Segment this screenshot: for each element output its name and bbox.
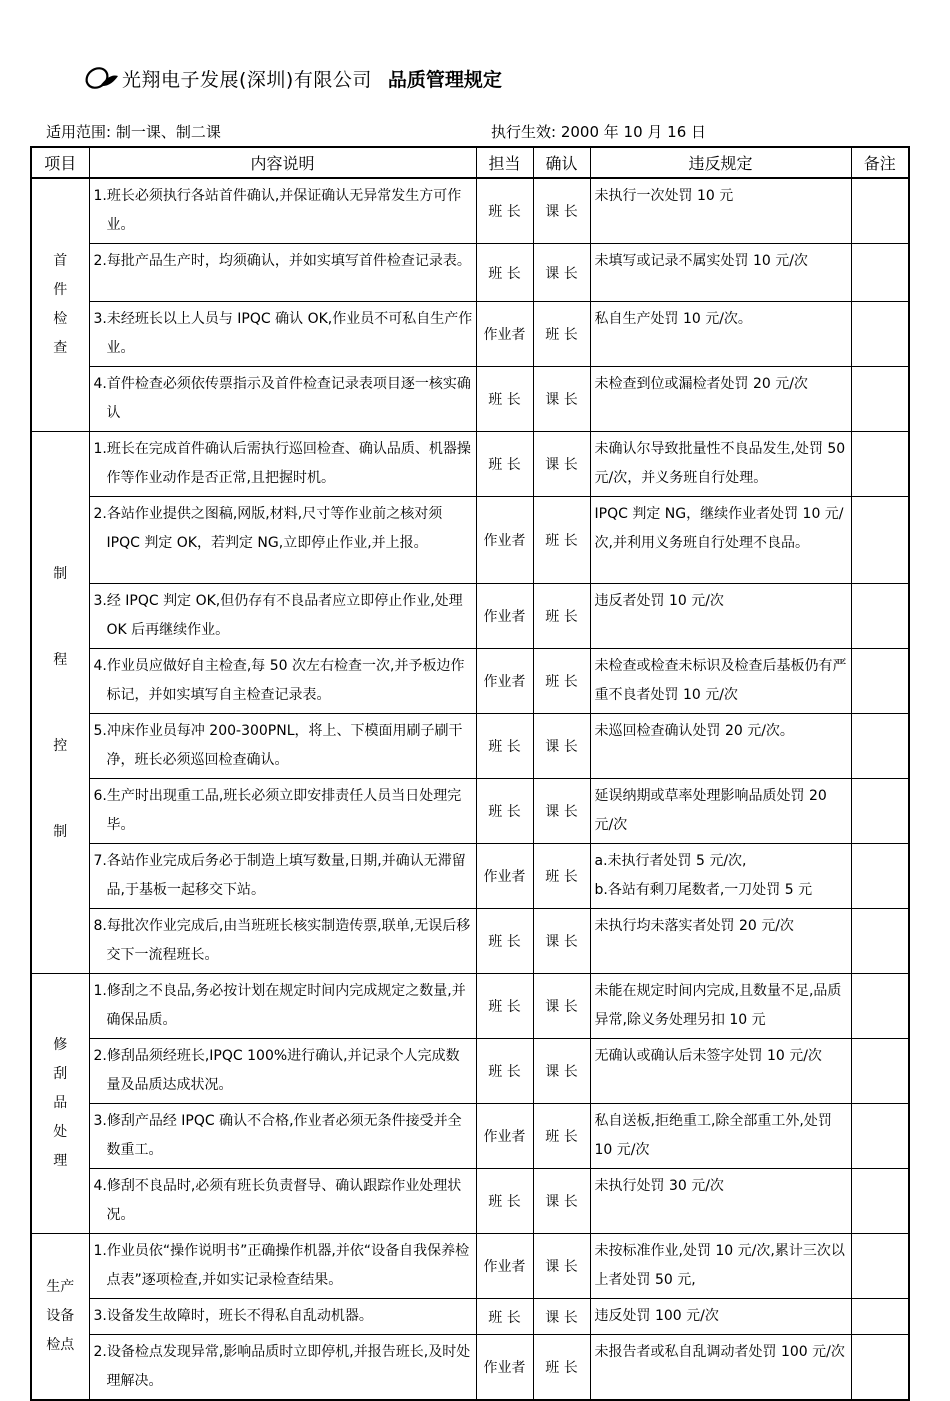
note-cell	[851, 909, 909, 974]
confirm-cell: 课 长	[533, 1039, 590, 1104]
owner-cell: 作业者	[476, 844, 533, 909]
category-char: 生产	[46, 1279, 75, 1295]
note-cell	[851, 497, 909, 584]
scope-text: 适用范围: 制一课、制二课	[46, 123, 221, 141]
note-cell	[851, 178, 909, 244]
content-cell: 1.班长必须执行各站首件确认,并保证确认无异常发生方可作业。	[89, 178, 476, 244]
confirm-cell: 班 长	[533, 302, 590, 367]
confirm-cell: 班 长	[533, 844, 590, 909]
table-header-row	[31, 147, 909, 178]
table-row	[31, 779, 909, 844]
table-row	[31, 1039, 909, 1104]
confirm-cell: 班 长	[533, 497, 590, 584]
penalty-cell: 未执行一次处罚 10 元	[590, 178, 851, 244]
owner-cell: 班 长	[476, 974, 533, 1039]
table-row	[31, 432, 909, 497]
note-cell	[851, 779, 909, 844]
confirm-cell: 班 长	[533, 1335, 590, 1401]
penalty-cell: 未填写或记录不属实处罚 10 元/次	[590, 244, 851, 302]
owner-cell: 班 长	[476, 714, 533, 779]
confirm-cell: 课 长	[533, 432, 590, 497]
note-cell	[851, 1039, 909, 1104]
category-char: 制	[53, 823, 68, 840]
category-cell	[31, 974, 89, 1234]
confirm-cell: 课 长	[533, 1234, 590, 1299]
content-cell: 5.冲床作业员每冲 200-300PNL，将上、下模面用刷子刷干净，班长必须巡回检查确认。	[89, 714, 476, 779]
confirm-cell: 课 长	[533, 367, 590, 432]
owner-cell: 班 长	[476, 367, 533, 432]
table-row	[31, 1104, 909, 1169]
content-cell: 6.生产时出现重工品,班长必须立即安排责任人员当日处理完毕。	[89, 779, 476, 844]
content-cell: 2.每批产品生产时，均须确认，并如实填写首件检查记录表。	[89, 244, 476, 302]
content-cell: 1.班长在完成首件确认后需执行巡回检查、确认品质、机器操作等作业动作是否正常,且把握时机。	[89, 432, 476, 497]
penalty-cell: 未能在规定时间内完成,且数量不足,品质异常,除义务处理另扣 10 元	[590, 974, 851, 1039]
effective-date: 执行生效: 2000 年 10 月 16 日	[491, 123, 707, 141]
table-row	[31, 649, 909, 714]
owner-cell: 班 长	[476, 178, 533, 244]
confirm-cell: 课 长	[533, 244, 590, 302]
penalty-cell: IPQC 判定 NG，继续作业者处罚 10 元/次,并利用义务班自行处理不良品。	[590, 497, 851, 584]
category-cell	[31, 1234, 89, 1401]
category-char: 刮	[53, 1066, 68, 1082]
table-row	[31, 844, 909, 909]
content-cell: 3.未经班长以上人员与 IPQC 确认 OK,作业员不可私自生产作业。	[89, 302, 476, 367]
category-char: 处	[53, 1124, 68, 1140]
company-name: 光翔电子发展(深圳)有限公司	[122, 68, 372, 91]
note-cell	[851, 974, 909, 1039]
company-logo-icon	[80, 60, 120, 96]
note-cell	[851, 1169, 909, 1234]
header-penalty: 违反规定	[590, 147, 851, 178]
penalty-cell: 未确认尔导致批量性不良品发生,处罚 50 元/次，并义务班自行处理。	[590, 432, 851, 497]
confirm-cell: 课 长	[533, 714, 590, 779]
category-char: 理	[53, 1153, 68, 1169]
category-char: 程	[53, 651, 68, 668]
header-owner: 担当	[476, 147, 533, 178]
note-cell	[851, 432, 909, 497]
owner-cell: 作业者	[476, 584, 533, 649]
confirm-cell: 班 长	[533, 649, 590, 714]
category-label	[53, 531, 67, 875]
owner-cell: 作业者	[476, 302, 533, 367]
table-row	[31, 584, 909, 649]
note-cell	[851, 714, 909, 779]
penalty-cell: 私自生产处罚 10 元/次。	[590, 302, 851, 367]
confirm-cell: 课 长	[533, 909, 590, 974]
owner-cell: 班 长	[476, 1039, 533, 1104]
penalty-cell: 违反者处罚 10 元/次	[590, 584, 851, 649]
confirm-cell: 课 长	[533, 779, 590, 844]
note-cell	[851, 1104, 909, 1169]
content-cell: 4.首件检查必须依传票指示及首件检查记录表项目逐一核实确认	[89, 367, 476, 432]
category-char: 检点	[46, 1337, 75, 1353]
category-char: 查	[53, 340, 68, 356]
owner-cell: 作业者	[476, 649, 533, 714]
content-cell: 2.设备检点发现异常,影响品质时立即停机,并报告班长,及时处理解决。	[89, 1335, 476, 1401]
table-row	[31, 1299, 909, 1335]
category-cell	[31, 178, 89, 432]
content-cell: 3.修刮产品经 IPQC 确认不合格,作业者必须无条件接受并全数重工。	[89, 1104, 476, 1169]
owner-cell: 作业者	[476, 1104, 533, 1169]
penalty-cell: 违反处罚 100 元/次	[590, 1299, 851, 1335]
document-header	[80, 58, 502, 98]
header-content: 内容说明	[89, 147, 476, 178]
content-cell: 2.修刮品须经班长,IPQC 100%进行确认,并记录个人完成数量及品质达成状况。	[89, 1039, 476, 1104]
content-cell: 2.各站作业提供之图稿,网版,材料,尺寸等作业前之核对须 IPQC 判定 OK，若判定 NG,立即停止作业,并上报。	[89, 497, 476, 584]
content-cell: 4.修刮不良品时,必须有班长负责督导、确认跟踪作业处理状况。	[89, 1169, 476, 1234]
confirm-cell: 课 长	[533, 1299, 590, 1335]
category-char: 控	[53, 737, 68, 754]
content-cell: 8.每批次作业完成后,由当班班长核实制造传票,联单,无误后移交下一流程班长。	[89, 909, 476, 974]
owner-cell: 班 长	[476, 909, 533, 974]
table-row	[31, 178, 909, 244]
category-char: 修	[53, 1037, 68, 1053]
owner-cell: 作业者	[476, 1234, 533, 1299]
owner-cell: 班 长	[476, 432, 533, 497]
content-cell: 1.作业员依“操作说明书”正确操作机器,并依“设备自我保养检点表”逐项检查,并如实记录检查结果。	[89, 1234, 476, 1299]
penalty-cell: 未执行处罚 30 元/次	[590, 1169, 851, 1234]
category-char: 首	[53, 253, 68, 269]
confirm-cell: 课 长	[533, 1169, 590, 1234]
content-cell: 7.各站作业完成后务必于制造上填写数量,日期,并确认无滞留品,于基板一起移交下站。	[89, 844, 476, 909]
confirm-cell: 班 长	[533, 584, 590, 649]
note-cell	[851, 844, 909, 909]
penalty-cell: 未按标准作业,处罚 10 元/次,累计三次以上者处罚 50 元,	[590, 1234, 851, 1299]
content-cell: 1.修刮之不良品,务必按计划在规定时间内完成规定之数量,并确保品质。	[89, 974, 476, 1039]
table-row	[31, 909, 909, 974]
confirm-cell: 课 长	[533, 178, 590, 244]
regulation-table	[30, 146, 910, 1401]
penalty-cell: 未检查或检查未标识及检查后基板仍有严重不良者处罚 10 元/次	[590, 649, 851, 714]
note-cell	[851, 584, 909, 649]
header-note: 备注	[851, 147, 909, 178]
penalty-cell: 未报告者或私自乱调动者处罚 100 元/次	[590, 1335, 851, 1401]
owner-cell: 班 长	[476, 1299, 533, 1335]
note-cell	[851, 367, 909, 432]
note-cell	[851, 302, 909, 367]
owner-cell: 班 长	[476, 779, 533, 844]
table-row	[31, 302, 909, 367]
penalty-cell: 延误纳期或草率处理影响品质处罚 20 元/次	[590, 779, 851, 844]
table-row	[31, 497, 909, 584]
confirm-cell: 课 长	[533, 974, 590, 1039]
category-label	[53, 247, 67, 363]
table-row	[31, 714, 909, 779]
category-char: 制	[53, 565, 68, 582]
category-cell	[31, 432, 89, 974]
penalty-cell: 未执行均未落实者处罚 20 元/次	[590, 909, 851, 974]
penalty-cell: 未巡回检查确认处罚 20 元/次。	[590, 714, 851, 779]
table-row	[31, 1169, 909, 1234]
table-row	[31, 1335, 909, 1401]
category-char: 检	[53, 311, 68, 327]
table-row	[31, 367, 909, 432]
content-cell: 3.设备发生故障时，班长不得私自乱动机器。	[89, 1299, 476, 1335]
category-label	[53, 1031, 67, 1176]
category-char: 品	[53, 1095, 68, 1111]
content-cell: 4.作业员应做好自主检查,每 50 次左右检查一次,并予板边作标记，并如实填写自主检查记录表。	[89, 649, 476, 714]
category-char: 件	[53, 282, 68, 298]
header-item: 项目	[31, 147, 89, 178]
category-char: 设备	[46, 1308, 75, 1324]
penalty-cell: 未检查到位或漏检者处罚 20 元/次	[590, 367, 851, 432]
owner-cell: 作业者	[476, 1335, 533, 1401]
table-row	[31, 244, 909, 302]
document-title: 品质管理规定	[387, 68, 502, 91]
table-row	[31, 1234, 909, 1299]
owner-cell: 班 长	[476, 1169, 533, 1234]
category-label	[46, 1273, 74, 1360]
owner-cell: 作业者	[476, 497, 533, 584]
note-cell	[851, 1335, 909, 1401]
content-cell: 3.经 IPQC 判定 OK,但仍存有不良品者应立即停止作业,处理 OK 后再继续作业。	[89, 584, 476, 649]
header-confirm: 确认	[533, 147, 590, 178]
note-cell	[851, 244, 909, 302]
note-cell	[851, 649, 909, 714]
penalty-cell: a.未执行者处罚 5 元/次, b.各站有剩刀尾数者,一刀处罚 5 元	[590, 844, 851, 909]
note-cell	[851, 1299, 909, 1335]
confirm-cell: 班 长	[533, 1104, 590, 1169]
owner-cell: 班 长	[476, 244, 533, 302]
penalty-cell: 无确认或确认后未签字处罚 10 元/次	[590, 1039, 851, 1104]
note-cell	[851, 1234, 909, 1299]
table-row	[31, 974, 909, 1039]
penalty-cell: 私自送板,拒绝重工,除全部重工外,处罚 10 元/次	[590, 1104, 851, 1169]
